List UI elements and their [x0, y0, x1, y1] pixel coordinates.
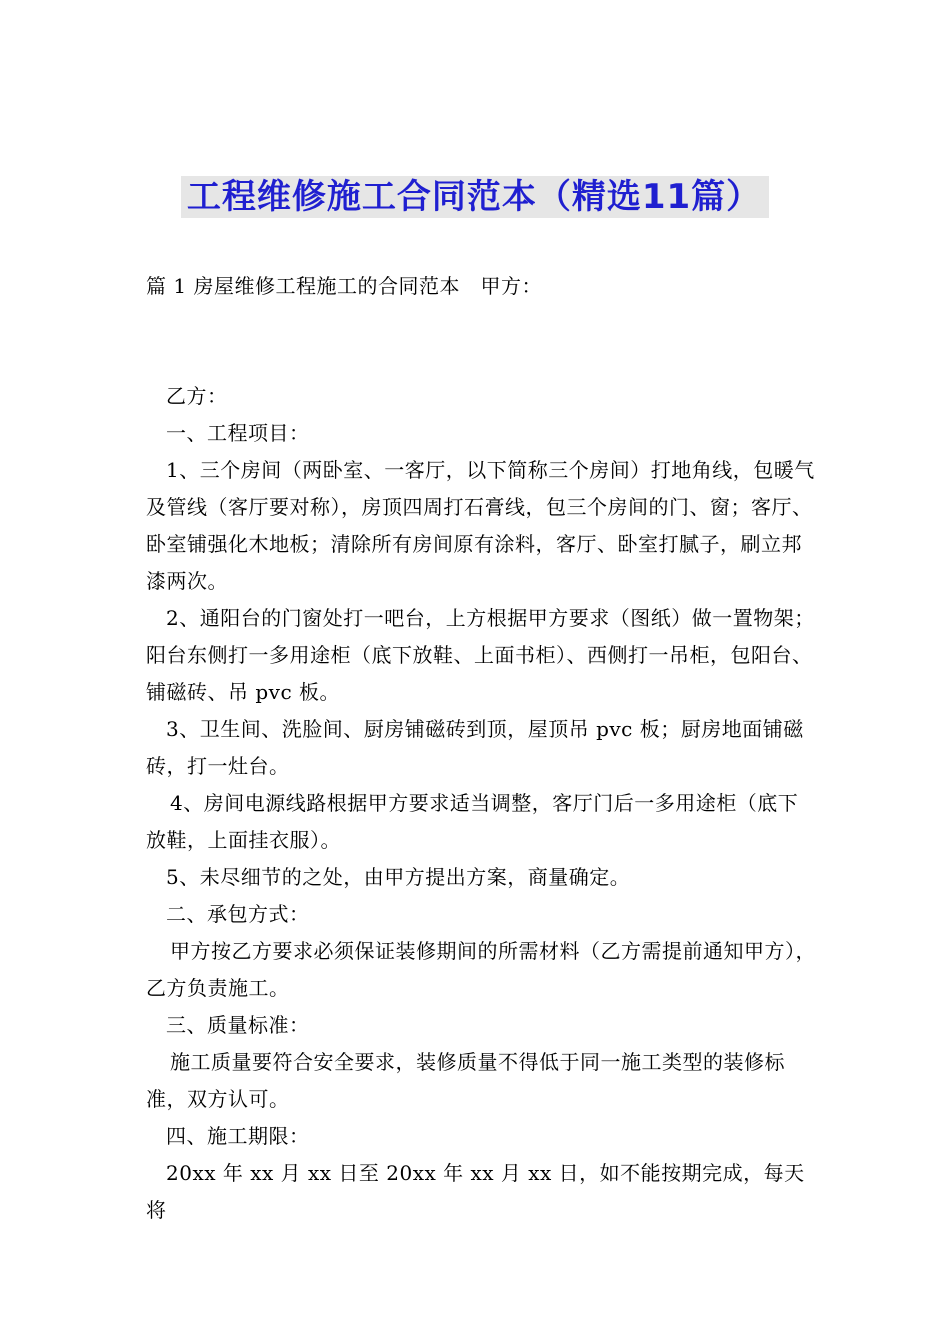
title-container: [0, 176, 950, 218]
paragraph-contract-mode: 甲方按乙方要求必须保证装修期间的所需材料（乙方需提前通知甲方），乙方负责施工。: [146, 939, 816, 1000]
heading-quality: 三、质量标准：: [166, 1013, 310, 1037]
intro-line: 篇 1 房屋维修工程施工的合同范本 甲方：: [146, 274, 542, 298]
heading-contract-mode: 二、承包方式：: [166, 902, 310, 926]
paragraph-quality: 施工质量要符合安全要求，装修质量不得低于同一施工类型的装修标准，双方认可。: [146, 1050, 785, 1111]
document-title: 工程维修施工合同范本（精选11篇）: [181, 176, 769, 218]
paragraph-item-1: 1、三个房间（两卧室、一客厅，以下简称三个房间）打地角线，包暖气及管线（客厅要对称），房顶四周打石膏线，包三个房间的门、窗；客厅、卧室铺强化木地板；清除所有房间原有涂料，客厅、卧室打腻子，刷立邦漆两次。: [146, 458, 815, 593]
heading-period: 四、施工期限：: [166, 1124, 310, 1148]
paragraph-item-2: 2、通阳台的门窗处打一吧台，上方根据甲方要求（图纸）做一置物架；阳台东侧打一多用途柜（底下放鞋、上面书柜）、西侧打一吊柜，包阳台、铺磁砖、吊 pvc 板。: [146, 606, 815, 704]
heading-project: 一、工程项目：: [166, 421, 310, 445]
paragraph-item-4: 4、房间电源线路根据甲方要求适当调整，客厅门后一多用途柜（底下放鞋，上面挂衣服）。: [146, 791, 799, 852]
paragraph-party-b: 乙方：: [166, 384, 228, 408]
paragraph-item-5: 5、未尽细节的之处，由甲方提出方案，商量确定。: [166, 865, 631, 889]
document-body: [146, 378, 816, 1229]
paragraph-period: 20xx 年 xx 月 xx 日至 20xx 年 xx 月 xx 日，如不能按期完成，每天将: [146, 1161, 805, 1222]
paragraph-item-3: 3、卫生间、洗脸间、厨房铺磁砖到顶，屋顶吊 pvc 板；厨房地面铺磁砖，打一灶台。: [146, 717, 804, 778]
